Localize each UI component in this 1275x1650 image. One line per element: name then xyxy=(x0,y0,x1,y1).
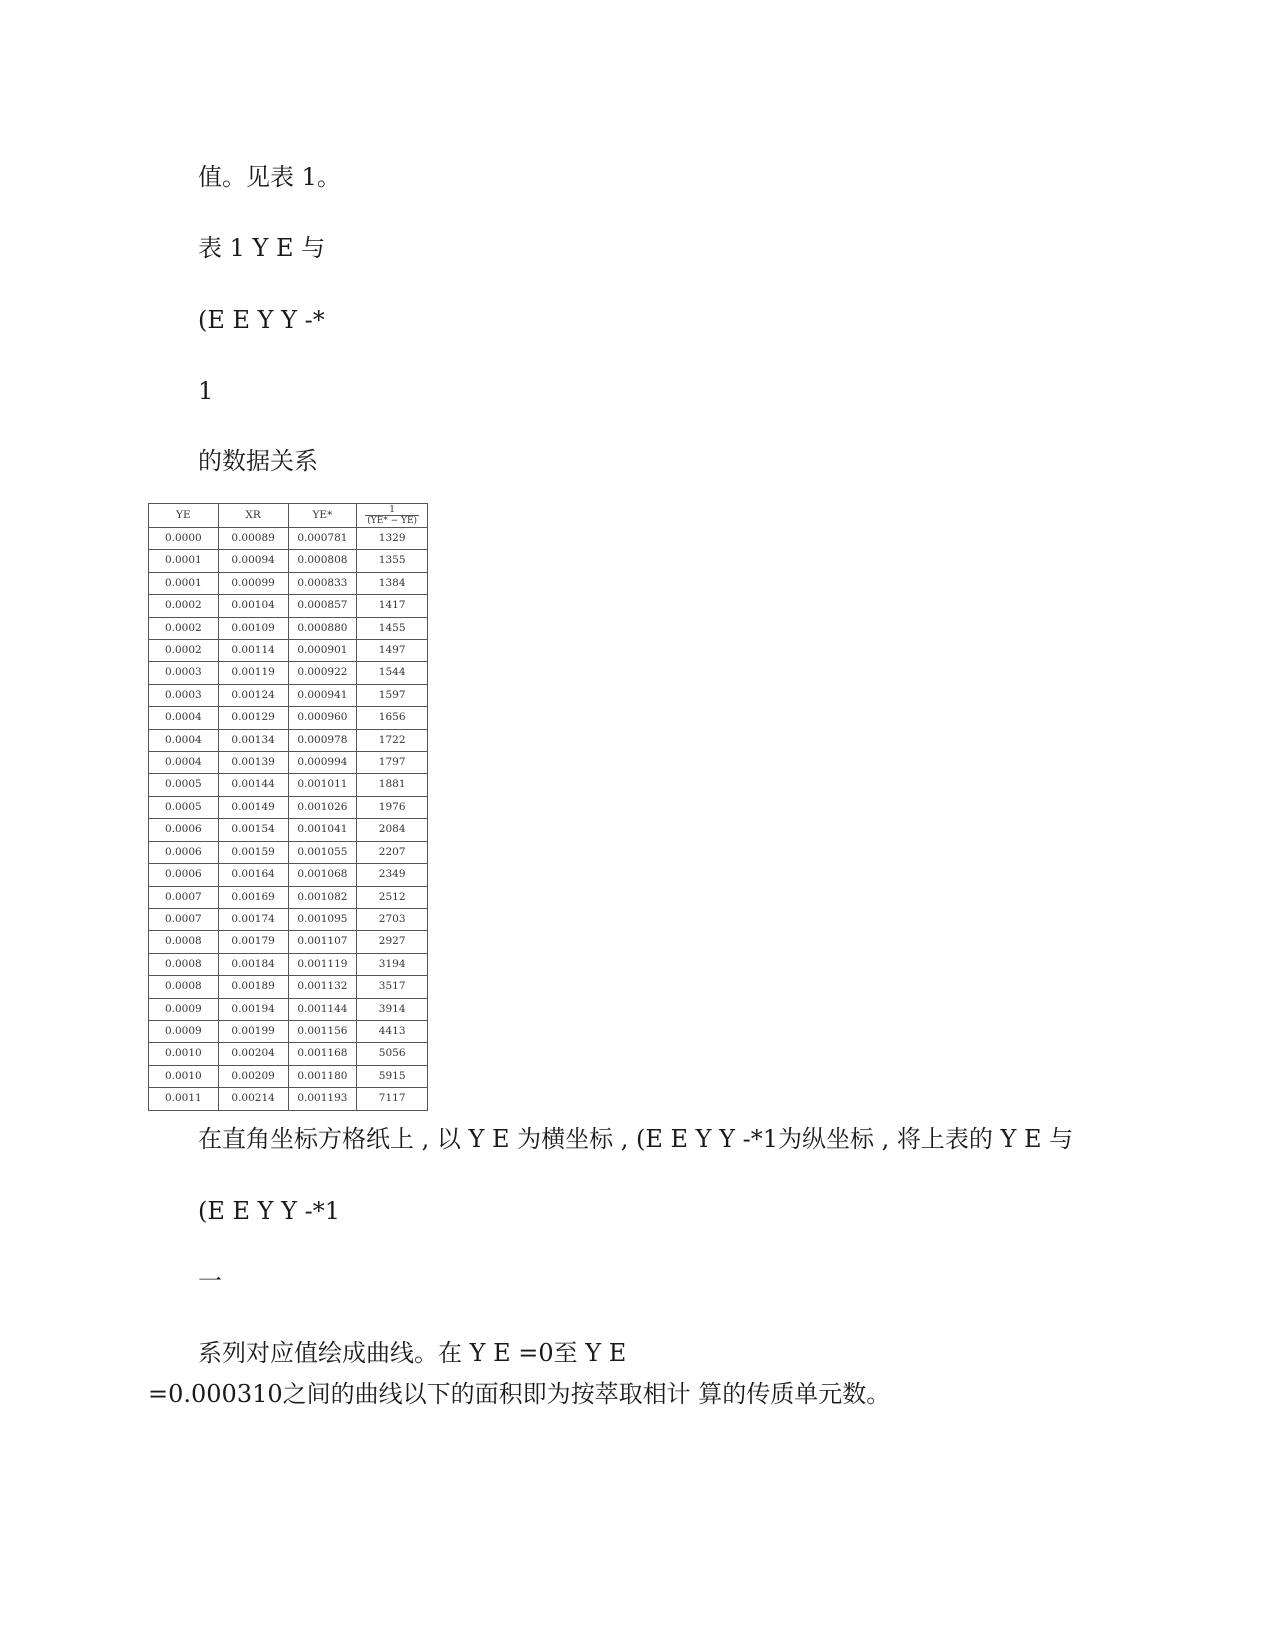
cell-reciprocal: 5915 xyxy=(357,1065,428,1087)
cell-ye: 0.0001 xyxy=(149,550,219,572)
cell-ye-star: 0.001055 xyxy=(288,841,357,863)
cell-ye: 0.0005 xyxy=(149,774,219,796)
cell-xr: 0.00209 xyxy=(218,1065,288,1087)
cell-ye: 0.0004 xyxy=(149,729,219,751)
cell-ye-star: 0.001156 xyxy=(288,1020,357,1042)
cell-reciprocal: 1797 xyxy=(357,752,428,774)
data-table xyxy=(148,503,428,1111)
cell-ye: 0.0011 xyxy=(149,1088,219,1110)
cell-reciprocal: 1455 xyxy=(357,617,428,639)
cell-ye-star: 0.000960 xyxy=(288,707,357,729)
cell-reciprocal: 2349 xyxy=(357,864,428,886)
table-caption-line-3: 1 xyxy=(198,377,214,405)
cell-xr: 0.00174 xyxy=(218,908,288,930)
cell-xr: 0.00089 xyxy=(218,528,288,550)
cell-ye: 0.0008 xyxy=(149,953,219,975)
cell-xr: 0.00214 xyxy=(218,1088,288,1110)
cell-reciprocal: 1355 xyxy=(357,550,428,572)
table-row xyxy=(149,752,428,774)
text-line-8: 一 xyxy=(198,1267,222,1295)
cell-xr: 0.00144 xyxy=(218,774,288,796)
cell-reciprocal: 1329 xyxy=(357,528,428,550)
table-row xyxy=(149,953,428,975)
table-row xyxy=(149,931,428,953)
cell-xr: 0.00194 xyxy=(218,998,288,1020)
text-line-1: 值。见表 1。 xyxy=(198,163,341,191)
cell-ye-star: 0.000901 xyxy=(288,640,357,662)
table-row xyxy=(149,640,428,662)
cell-ye-star: 0.001026 xyxy=(288,796,357,818)
text-line-10: =0.000310之间的曲线以下的面积即为按萃取相计 算的传质单元数。 xyxy=(148,1380,891,1408)
cell-xr: 0.00164 xyxy=(218,864,288,886)
cell-ye: 0.0010 xyxy=(149,1065,219,1087)
cell-xr: 0.00159 xyxy=(218,841,288,863)
table-row xyxy=(149,707,428,729)
cell-reciprocal: 1976 xyxy=(357,796,428,818)
cell-ye: 0.0006 xyxy=(149,819,219,841)
table-row xyxy=(149,684,428,706)
cell-xr: 0.00179 xyxy=(218,931,288,953)
table-row xyxy=(149,1043,428,1065)
cell-ye: 0.0004 xyxy=(149,752,219,774)
table-row xyxy=(149,998,428,1020)
cell-xr: 0.00134 xyxy=(218,729,288,751)
cell-reciprocal: 2207 xyxy=(357,841,428,863)
text-line-6: 在直角坐标方格纸上 , 以 Y E 为横坐标 , (E E Y Y -*1为纵坐标 , 将上表的 Y E 与 xyxy=(198,1125,1074,1153)
cell-xr: 0.00099 xyxy=(218,572,288,594)
cell-ye: 0.0002 xyxy=(149,640,219,662)
cell-xr: 0.00129 xyxy=(218,707,288,729)
cell-ye: 0.0002 xyxy=(149,617,219,639)
cell-ye-star: 0.001144 xyxy=(288,998,357,1020)
table-row xyxy=(149,774,428,796)
cell-reciprocal: 1384 xyxy=(357,572,428,594)
table-row xyxy=(149,662,428,684)
table-row xyxy=(149,528,428,550)
cell-ye: 0.0006 xyxy=(149,864,219,886)
cell-ye-star: 0.000941 xyxy=(288,684,357,706)
cell-ye-star: 0.001107 xyxy=(288,931,357,953)
table-row xyxy=(149,841,428,863)
header-fraction-numerator: 1 xyxy=(365,505,419,516)
cell-xr: 0.00169 xyxy=(218,886,288,908)
cell-ye-star: 0.000978 xyxy=(288,729,357,751)
table-caption-line-4: 的数据关系 xyxy=(198,447,318,475)
cell-xr: 0.00189 xyxy=(218,976,288,998)
header-ye-star: YE* xyxy=(288,504,357,528)
cell-reciprocal: 1544 xyxy=(357,662,428,684)
cell-ye: 0.0007 xyxy=(149,886,219,908)
cell-ye-star: 0.001041 xyxy=(288,819,357,841)
table-header-row xyxy=(149,504,428,528)
cell-ye: 0.0003 xyxy=(149,662,219,684)
header-reciprocal xyxy=(357,504,428,528)
cell-reciprocal: 1722 xyxy=(357,729,428,751)
cell-ye: 0.0005 xyxy=(149,796,219,818)
data-table-container xyxy=(148,503,428,1111)
cell-ye: 0.0009 xyxy=(149,998,219,1020)
cell-xr: 0.00094 xyxy=(218,550,288,572)
cell-ye-star: 0.001168 xyxy=(288,1043,357,1065)
cell-ye: 0.0002 xyxy=(149,595,219,617)
cell-ye: 0.0003 xyxy=(149,684,219,706)
cell-reciprocal: 2512 xyxy=(357,886,428,908)
cell-reciprocal: 7117 xyxy=(357,1088,428,1110)
cell-ye: 0.0001 xyxy=(149,572,219,594)
cell-reciprocal: 2703 xyxy=(357,908,428,930)
cell-xr: 0.00139 xyxy=(218,752,288,774)
header-fraction-denominator: (YE* − YE) xyxy=(367,515,418,526)
cell-ye-star: 0.000833 xyxy=(288,572,357,594)
cell-reciprocal: 4413 xyxy=(357,1020,428,1042)
cell-ye-star: 0.001095 xyxy=(288,908,357,930)
cell-ye: 0.0008 xyxy=(149,976,219,998)
cell-ye: 0.0010 xyxy=(149,1043,219,1065)
cell-reciprocal: 1881 xyxy=(357,774,428,796)
cell-ye-star: 0.001011 xyxy=(288,774,357,796)
cell-xr: 0.00109 xyxy=(218,617,288,639)
cell-ye: 0.0009 xyxy=(149,1020,219,1042)
cell-ye-star: 0.001180 xyxy=(288,1065,357,1087)
table-row xyxy=(149,976,428,998)
text-line-7: (E E Y Y -*1 xyxy=(198,1197,340,1225)
cell-xr: 0.00154 xyxy=(218,819,288,841)
cell-xr: 0.00199 xyxy=(218,1020,288,1042)
cell-ye: 0.0007 xyxy=(149,908,219,930)
cell-xr: 0.00204 xyxy=(218,1043,288,1065)
cell-reciprocal: 3517 xyxy=(357,976,428,998)
cell-ye-star: 0.000880 xyxy=(288,617,357,639)
cell-reciprocal: 2927 xyxy=(357,931,428,953)
table-row xyxy=(149,1020,428,1042)
cell-ye-star: 0.000922 xyxy=(288,662,357,684)
cell-reciprocal: 1417 xyxy=(357,595,428,617)
cell-ye-star: 0.001068 xyxy=(288,864,357,886)
table-row xyxy=(149,595,428,617)
cell-ye-star: 0.000781 xyxy=(288,528,357,550)
cell-ye-star: 0.001193 xyxy=(288,1088,357,1110)
cell-ye-star: 0.000994 xyxy=(288,752,357,774)
table-row xyxy=(149,1065,428,1087)
table-row xyxy=(149,617,428,639)
cell-reciprocal: 3194 xyxy=(357,953,428,975)
cell-ye: 0.0008 xyxy=(149,931,219,953)
cell-ye-star: 0.000857 xyxy=(288,595,357,617)
cell-ye-star: 0.001082 xyxy=(288,886,357,908)
table-body xyxy=(149,528,428,1111)
table-caption-line-1: 表 1 Y E 与 xyxy=(198,234,326,262)
cell-xr: 0.00114 xyxy=(218,640,288,662)
cell-xr: 0.00149 xyxy=(218,796,288,818)
cell-reciprocal: 1597 xyxy=(357,684,428,706)
cell-reciprocal: 1656 xyxy=(357,707,428,729)
cell-reciprocal: 1497 xyxy=(357,640,428,662)
cell-reciprocal: 2084 xyxy=(357,819,428,841)
cell-ye-star: 0.001132 xyxy=(288,976,357,998)
cell-xr: 0.00119 xyxy=(218,662,288,684)
cell-ye: 0.0000 xyxy=(149,528,219,550)
table-row xyxy=(149,908,428,930)
table-row xyxy=(149,1088,428,1110)
cell-reciprocal: 3914 xyxy=(357,998,428,1020)
table-row xyxy=(149,572,428,594)
table-row xyxy=(149,864,428,886)
cell-reciprocal: 5056 xyxy=(357,1043,428,1065)
cell-xr: 0.00124 xyxy=(218,684,288,706)
cell-ye-star: 0.001119 xyxy=(288,953,357,975)
header-ye: YE xyxy=(149,504,219,528)
cell-ye: 0.0004 xyxy=(149,707,219,729)
cell-ye: 0.0006 xyxy=(149,841,219,863)
cell-xr: 0.00184 xyxy=(218,953,288,975)
table-row xyxy=(149,796,428,818)
text-line-9: 系列对应值绘成曲线。在 Y E =0至 Y E xyxy=(198,1339,627,1367)
table-row xyxy=(149,729,428,751)
header-xr: XR xyxy=(218,504,288,528)
table-row xyxy=(149,550,428,572)
table-row xyxy=(149,886,428,908)
table-row xyxy=(149,819,428,841)
table-caption-line-2: (E E Y Y -* xyxy=(198,306,325,334)
header-fraction xyxy=(365,505,419,526)
cell-xr: 0.00104 xyxy=(218,595,288,617)
cell-ye-star: 0.000808 xyxy=(288,550,357,572)
